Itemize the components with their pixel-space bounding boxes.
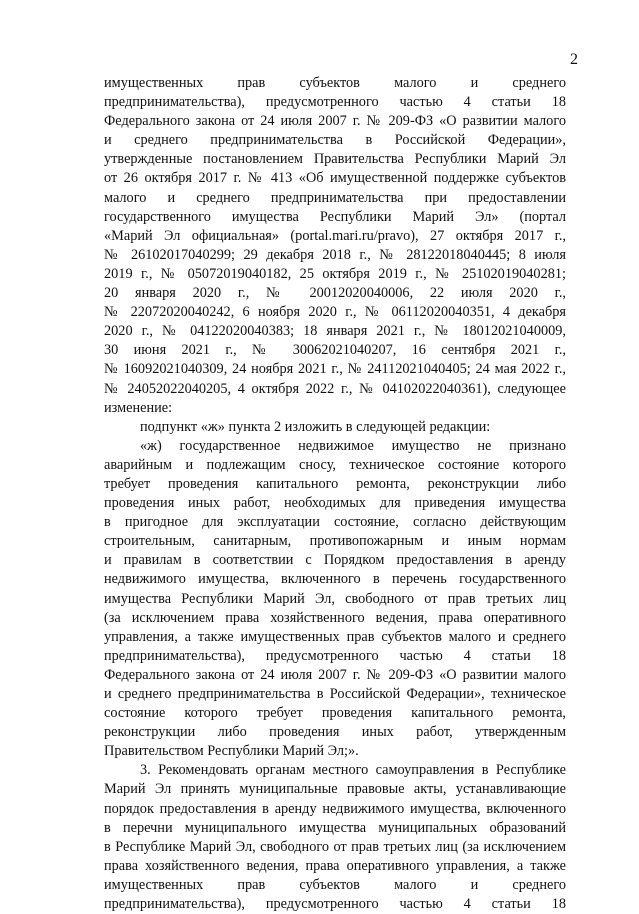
text-line: 30 июня 2021 г., № 30062021040207, 16 сентября 2021 г., [104,342,566,359]
paragraph [104,761,566,914]
text-line: подпункт «ж» пункта 2 изложить в следующей редакции: [140,418,491,435]
paragraph [104,74,566,418]
text-line: порядок предоставления в аренду недвижимого имущества, включенного [104,800,566,817]
text-line: 20 января 2020 г., № 20012020040006, 22 июля 2020 г., [104,285,566,302]
text-line: проведения иных работ, необходимых для приведения имущества [104,495,566,512]
text-line: предпринимательства), предусмотренного частью 4 статьи 18 [104,647,566,664]
text-line: в пригодное для эксплуатации состояние, согласно действующим [104,514,566,531]
text-line: Федерального закона от 24 июля 2007 г. № 209-ФЗ «О развитии малого [104,113,566,130]
text-line: государственного имущества Республики Марий Эл» (портал [104,208,566,225]
text-line: № 16092021040309, 24 ноября 2021 г., № 24112021040405; 24 мая 2022 г., [104,361,566,378]
text-line: утвержденные постановлением Правительства Республики Марий Эл [104,151,566,168]
text-line: в перечни муниципального имущества муниципальных образований [104,819,566,836]
text-line: имущественных прав субъектов малого и среднего [104,75,566,91]
text-line: «Марий Эл официальная» (portal.mari.ru/pravo), 27 октября 2017 г., [104,227,566,244]
text-line: предпринимательства), предусмотренного частью 4 статьи 18 [104,896,566,913]
text-line: Федерального закона от 24 июля 2007 г. № 209-ФЗ «О развитии малого [104,666,566,683]
text-line: (за исключением права хозяйственного ведения, права оперативного [104,609,566,626]
text-line: строительным, санитарным, противопожарным и иным нормам [104,533,566,550]
text-line: требует проведения капитального ремонта, реконструкции либо [104,475,566,492]
paragraph [104,437,566,762]
text-line: № 22072020040242, 6 ноября 2020 г., № 06112020040351, 4 декабря [104,304,566,321]
text-line: и правилам в соответствии с Порядком предоставления в аренду [104,552,566,569]
text-line: изменение: [104,399,173,416]
text-line: предпринимательства), предусмотренного частью 4 статьи 18 [104,94,566,111]
text-line: аварийным и подлежащим сносу, техническое состояние которого [104,456,566,473]
text-line: Правительством Республики Марий Эл;». [104,743,359,760]
text-line: 2019 г., № 05072019040182, 25 октября 2019 г., № 25102019040281; [104,265,566,282]
paragraph [104,418,566,437]
text-line: № 24052022040205, 4 октября 2022 г., № 04102022040361), следующее [104,380,566,397]
text-line: и среднего предпринимательства в Российской Федерации», [104,132,566,149]
text-line: 3. Рекомендовать органам местного самоуправления в Республике [140,762,566,779]
text-line: и среднего предпринимательства в Российской Федерации», техническое [104,686,566,702]
text-line: 2020 г., № 04122020040383; 18 января 2021 г., № 18012021040009, [104,323,566,340]
text-line: имущественных прав субъектов малого и среднего [104,876,566,893]
text-line: «ж) государственное недвижимое имущество не признано [140,437,566,454]
text-line: Марий Эл принять муниципальные правовые акты, устанавливающие [104,781,566,798]
text-line: от 26 октября 2017 г. № 413 «Об имущественной поддержке субъектов [104,170,566,187]
text-line: реконструкции либо проведения иных работ, утвержденным [104,724,566,741]
text-line: имущества Республики Марий Эл, свободного от прав третьих лиц [104,590,566,607]
text-line: управления, а также имущественных прав субъектов малого и среднего [104,628,566,645]
text-line: малого и среднего предпринимательства при предоставлении [104,189,566,206]
text-line: состояние которого требует проведения капитального ремонта, [104,705,566,722]
page-number: 2 [570,51,578,68]
text-line: в Республике Марий Эл, свободного от прав третьих лиц (за исключением [104,838,566,855]
document-body [104,74,566,914]
text-line: права хозяйственного ведения, права оперативного управления, а также [104,857,566,874]
text-line: недвижимого имущества, включенного в перечень государственного [104,571,566,588]
text-line: № 26102017040299; 29 декабря 2018 г., № 28122018040445; 8 июля [104,246,566,263]
